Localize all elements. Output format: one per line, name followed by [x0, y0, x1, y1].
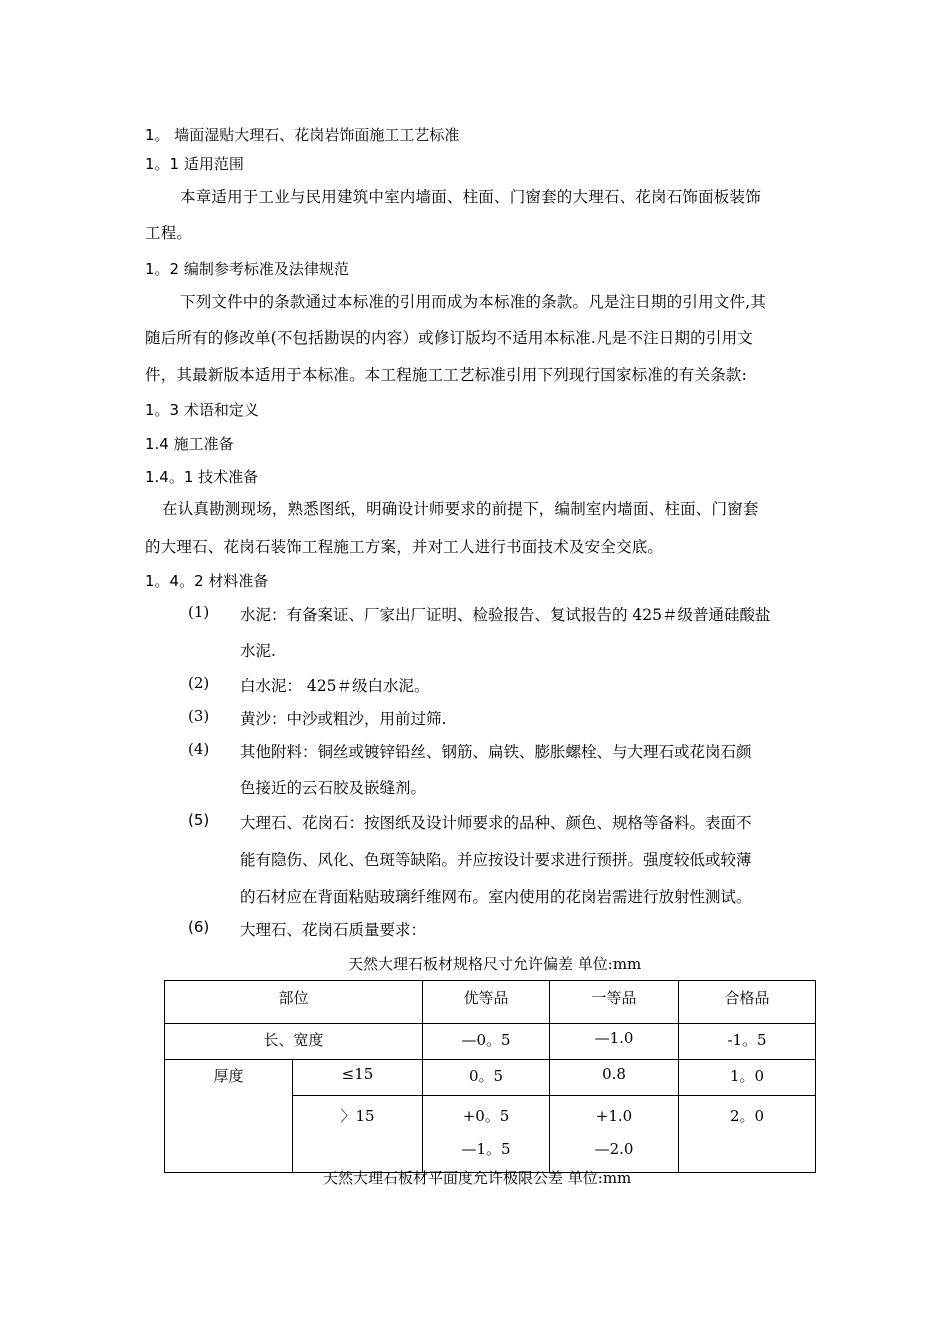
list-item-line: 能有隐伤、风化、色斑等缺陷。并应按设计要求进行预拼。强度较低或较薄 — [240, 851, 752, 869]
row-label-thickness: 厚度 — [165, 1060, 293, 1173]
row-label-thickness-le15: ≤15 — [293, 1060, 423, 1096]
list-item-line: 色接近的云石胶及嵌缝剂。 — [240, 779, 427, 797]
section-1-4-1-paragraph-line: 在认真勘测现场，熟悉图纸，明确设计师要求的前提下，编制室内墙面、柱面、门窗套 — [162, 500, 759, 518]
table-cell — [550, 1096, 679, 1173]
table-2-caption: 天然大理石板材平面度允许极限公差 单位:mm — [323, 1169, 632, 1187]
table-row — [165, 1060, 816, 1096]
section-1-1-paragraph-line: 工程。 — [145, 224, 193, 242]
header-qualified: 合格品 — [679, 981, 816, 1024]
list-item-line: 黄沙：中沙或粗沙，用前过筛. — [240, 710, 447, 728]
section-1-3-heading: 1。3 术语和定义 — [145, 401, 259, 419]
section-1-1-heading: 1。1 适用范围 — [145, 155, 244, 173]
table-cell: 0。5 — [423, 1060, 550, 1096]
table-row — [165, 1024, 816, 1060]
section-1-heading: 1。 墙面湿贴大理石、花岗岩饰面施工工艺标准 — [145, 126, 460, 144]
section-1-4-1-heading: 1.4。1 技术准备 — [145, 468, 259, 486]
list-item-line: 大理石、花岗石：按图纸及设计师要求的品种、颜色、规格等备料。表面不 — [240, 814, 752, 832]
list-item-line: 水泥. — [240, 642, 276, 660]
tolerance-table — [164, 980, 816, 1173]
row-label-length-width: 长、宽度 — [165, 1024, 423, 1060]
cell-line: +0。5 — [462, 1107, 510, 1125]
table-cell: —0。5 — [423, 1024, 550, 1060]
table-1-caption: 天然大理石板材规格尺寸允许偏差 单位:mm — [348, 955, 642, 973]
list-item-line: 其他附料：铜丝或镀锌铅丝、钢筋、扁铁、膨胀螺栓、与大理石或花岗石颜 — [240, 743, 752, 761]
section-1-4-heading: 1.4 施工准备 — [145, 435, 234, 453]
list-number: (5) — [188, 811, 210, 829]
cell-line: +1.0 — [595, 1107, 633, 1125]
header-premium: 优等品 — [423, 981, 550, 1024]
section-1-2-paragraph-line: 件，其最新版本适用于本标准。本工程施工工艺标准引用下列现行国家标准的有关条款: — [145, 366, 748, 384]
section-1-4-1-paragraph-line: 的大理石、花岗石装饰工程施工方案，并对工人进行书面技术及安全交底。 — [145, 538, 664, 556]
cell-line: —1。5 — [461, 1140, 511, 1158]
section-1-1-paragraph-line: 本章适用于工业与民用建筑中室内墙面、柱面、门窗套的大理石、花岗石饰面板装饰 — [180, 188, 761, 206]
list-item-line: 白水泥： 425＃级白水泥。 — [240, 677, 430, 695]
header-part: 部位 — [165, 981, 423, 1024]
section-1-2-paragraph-line: 随后所有的修改单(不包括勘误的内容）或修订版均不适用本标准.凡是不注日期的引用文 — [145, 329, 753, 347]
list-item-line: 的石材应在背面粘贴玻璃纤维网布。室内使用的花岗岩需进行放射性测试。 — [240, 888, 752, 906]
table-cell: —1.0 — [550, 1024, 679, 1060]
section-1-4-2-heading: 1。4。2 材料准备 — [145, 572, 269, 590]
table-cell: 1。0 — [679, 1060, 816, 1096]
header-first-grade: 一等品 — [550, 981, 679, 1024]
table-cell — [423, 1096, 550, 1173]
list-number: (2) — [188, 674, 210, 692]
section-1-2-paragraph-line: 下列文件中的条款通过本标准的引用而成为本标准的条款。凡是注日期的引用文件,其 — [180, 293, 767, 311]
list-item-line: 水泥：有备案证、厂家出厂证明、检验报告、复试报告的 425＃级普通硅酸盐 — [240, 606, 771, 624]
table-header-row — [165, 981, 816, 1024]
table-cell: -1。5 — [679, 1024, 816, 1060]
table-cell: 0.8 — [550, 1060, 679, 1096]
list-number: (3) — [188, 707, 210, 725]
list-item-line: 大理石、花岗石质量要求： — [240, 921, 427, 939]
list-number: (4) — [188, 740, 210, 758]
list-number: (6) — [188, 918, 210, 936]
list-number: (1) — [188, 603, 210, 621]
cell-line: 2。0 — [729, 1107, 765, 1125]
section-1-2-heading: 1。2 编制参考标准及法律规范 — [145, 260, 349, 278]
cell-line: —2.0 — [594, 1140, 634, 1158]
table-cell — [679, 1096, 816, 1173]
row-label-thickness-gt15: 〉15 — [293, 1096, 423, 1173]
